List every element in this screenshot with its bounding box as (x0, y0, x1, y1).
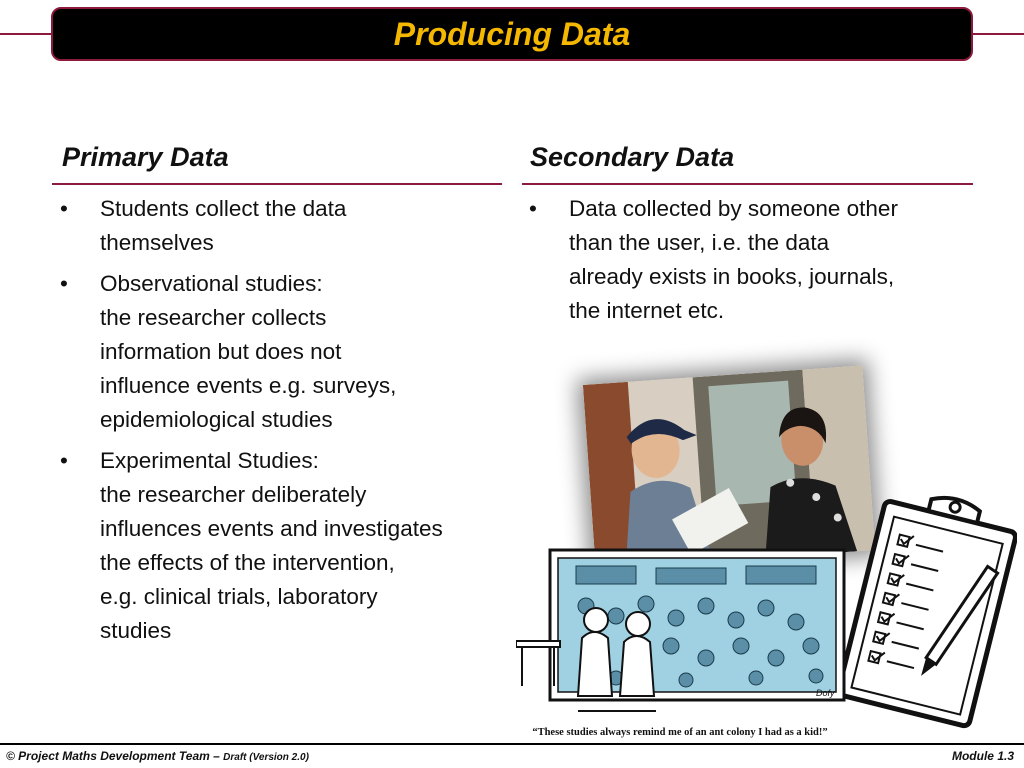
primary-bullet-item (60, 192, 500, 260)
bullet-text-line: information but does not (100, 339, 342, 364)
bullet-text-line: Data collected by someone other (569, 196, 898, 221)
secondary-data-list (529, 192, 969, 335)
secondary-data-heading: Secondary Data (530, 142, 735, 172)
cartoon-caption: “These studies always remind me of an ant colony I had as a kid!” (532, 727, 828, 738)
bullet-text-line: Observational studies: (100, 271, 323, 296)
bullet-dot-icon: • (60, 448, 68, 473)
primary-heading-rule (52, 183, 502, 185)
survey-photo (583, 365, 875, 569)
draft-version: Draft (Version 2.0) (223, 752, 309, 763)
bullet-text-line: themselves (100, 230, 214, 255)
ant-colony-cartoon (516, 546, 846, 721)
bullet-dot-icon: • (60, 271, 68, 296)
footer-copyright (6, 749, 309, 763)
primary-bullet-item (60, 444, 500, 648)
bullet-text-line: epidemiological studies (100, 407, 333, 432)
footer-divider (0, 743, 1024, 745)
bullet-text-line: the researcher deliberately (100, 482, 367, 507)
secondary-bullet-item (529, 192, 969, 328)
bullet-text-line: influence events e.g. surveys, (100, 373, 397, 398)
bullet-text-line: already exists in books, journals, (569, 264, 895, 289)
primary-data-heading: Primary Data (62, 142, 229, 172)
bullet-text-line: the internet etc. (569, 298, 725, 323)
title-bar (51, 7, 973, 61)
primary-data-list (60, 192, 500, 655)
bullet-text-line: studies (100, 618, 172, 643)
bullet-text-line: Experimental Studies: (100, 448, 319, 473)
copyright-text: © Project Maths Development Team – (6, 749, 220, 763)
bullet-text-line: influences events and investigates (100, 516, 443, 541)
bullet-dot-icon: • (529, 196, 537, 221)
bullet-text-line: the researcher collects (100, 305, 327, 330)
clipboard-checklist-icon (842, 492, 1017, 732)
bullet-text-line: e.g. clinical trials, laboratory (100, 584, 378, 609)
bullet-text-line: than the user, i.e. the data (569, 230, 830, 255)
module-label: Module 1.3 (951, 749, 1014, 763)
bullet-text-line: the effects of the intervention, (100, 550, 395, 575)
bullet-dot-icon: • (60, 196, 68, 221)
slide-title: Producing Data (393, 15, 631, 52)
bullet-text-line: Students collect the data (100, 196, 347, 221)
primary-bullet-item (60, 267, 500, 437)
secondary-heading-rule (522, 183, 973, 185)
cartoon-signature: Dofy (816, 688, 835, 698)
